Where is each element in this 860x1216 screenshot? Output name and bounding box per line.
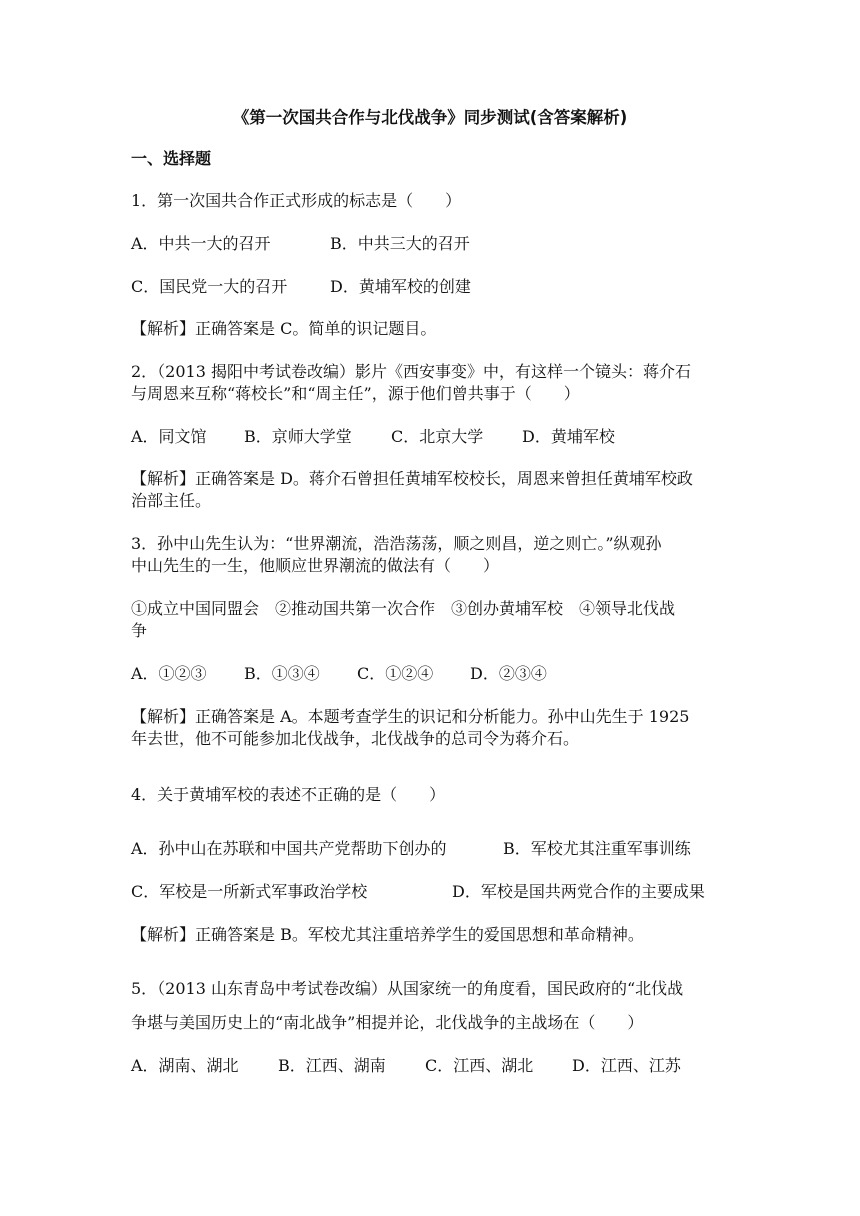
section-heading: 一、选择题 — [131, 149, 212, 168]
q3-stem-line2: 中山先生的一生，他顺应世界潮流的做法有（ ） — [131, 556, 500, 575]
q2-analysis-line2: 治部主任。 — [131, 491, 212, 510]
q1-options-row2 — [131, 276, 471, 298]
q4-option-d: D．军校是国共两党合作的主要成果 — [452, 882, 705, 901]
q3-items-line2: 争 — [131, 621, 148, 640]
q5-option-b: B．江西、湖南 — [278, 1056, 386, 1075]
q5-option-c: C．江西、湖北 — [425, 1056, 534, 1075]
q1-options-row1 — [131, 233, 470, 255]
q3-option-b: B．①③④ — [244, 664, 320, 683]
q4-option-c: C．军校是一所新式军事政治学校 — [131, 882, 368, 901]
q3-option-a: A．①②③ — [131, 664, 207, 683]
q5-option-a: A．湖南、湖北 — [131, 1056, 239, 1075]
q5-stem-line1: 5．（2013 山东青岛中考试卷改编）从国家统一的角度看，国民政府的“北伐战 — [131, 979, 684, 998]
q2-stem-line2: 与周恩来互称“蒋校长”和“周主任”，源于他们曾共事于（ ） — [131, 384, 580, 403]
q4-stem: 4．关于黄埔军校的表述不正确的是（ ） — [131, 785, 446, 804]
q4-option-b: B．军校尤其注重军事训练 — [503, 839, 691, 858]
q5-option-d: D．江西、江苏 — [572, 1056, 681, 1075]
q1-option-d: D．黄埔军校的创建 — [330, 277, 471, 296]
q3-stem-line1: 3．孙中山先生认为：“世界潮流，浩浩荡荡，顺之则昌，逆之则亡。”纵观孙 — [131, 534, 662, 553]
q3-options — [131, 663, 547, 685]
q5-options — [131, 1055, 681, 1077]
q4-analysis: 【解析】正确答案是 B。军校尤其注重培养学生的爱国思想和革命精神。 — [131, 925, 644, 944]
q2-option-b: B．京师大学堂 — [244, 427, 352, 446]
q4-options-row1 — [131, 838, 691, 860]
q2-analysis-line1: 【解析】正确答案是 D。蒋介石曾担任黄埔军校校长，周恩来曾担任黄埔军校政 — [131, 469, 693, 488]
q3-analysis-line2: 年去世，他不可能参加北伐战争，北伐战争的总司令为蒋介石。 — [131, 729, 580, 748]
q3-option-c: C．①②④ — [357, 664, 434, 683]
q1-option-a: A．中共一大的召开 — [131, 234, 271, 253]
q2-stem-line1: 2．（2013 揭阳中考试卷改编）影片《西安事变》中，有这样一个镜头：蒋介石 — [131, 362, 691, 381]
q1-analysis: 【解析】正确答案是 C。简单的识记题目。 — [131, 319, 437, 338]
q3-option-d: D．②③④ — [470, 664, 547, 683]
q2-option-c: C．北京大学 — [391, 427, 484, 446]
q2-option-d: D．黄埔军校 — [522, 427, 615, 446]
q5-stem-line2: 争堪与美国历史上的“南北战争”相提并论，北伐战争的主战场在（ ） — [131, 1013, 644, 1032]
q3-analysis-line1: 【解析】正确答案是 A。本题考查学生的识记和分析能力。孙中山先生于 1925 — [131, 707, 690, 726]
q4-option-a: A．孙中山在苏联和中国共产党帮助下创办的 — [131, 839, 447, 858]
q1-stem: 1．第一次国共合作正式形成的标志是（ ） — [131, 191, 462, 210]
q3-items-line1: ①成立中国同盟会 ②推动国共第一次合作 ③创办黄埔军校 ④领导北伐战 — [131, 599, 676, 618]
q1-option-c: C．国民党一大的召开 — [131, 277, 288, 296]
q2-options — [131, 426, 615, 448]
document-title: 《第一次国共合作与北伐战争》同步测试(含答案解析) — [232, 108, 628, 127]
q2-option-a: A．同文馆 — [131, 427, 207, 446]
q1-option-b: B．中共三大的召开 — [330, 234, 470, 253]
q4-options-row2 — [131, 881, 705, 903]
